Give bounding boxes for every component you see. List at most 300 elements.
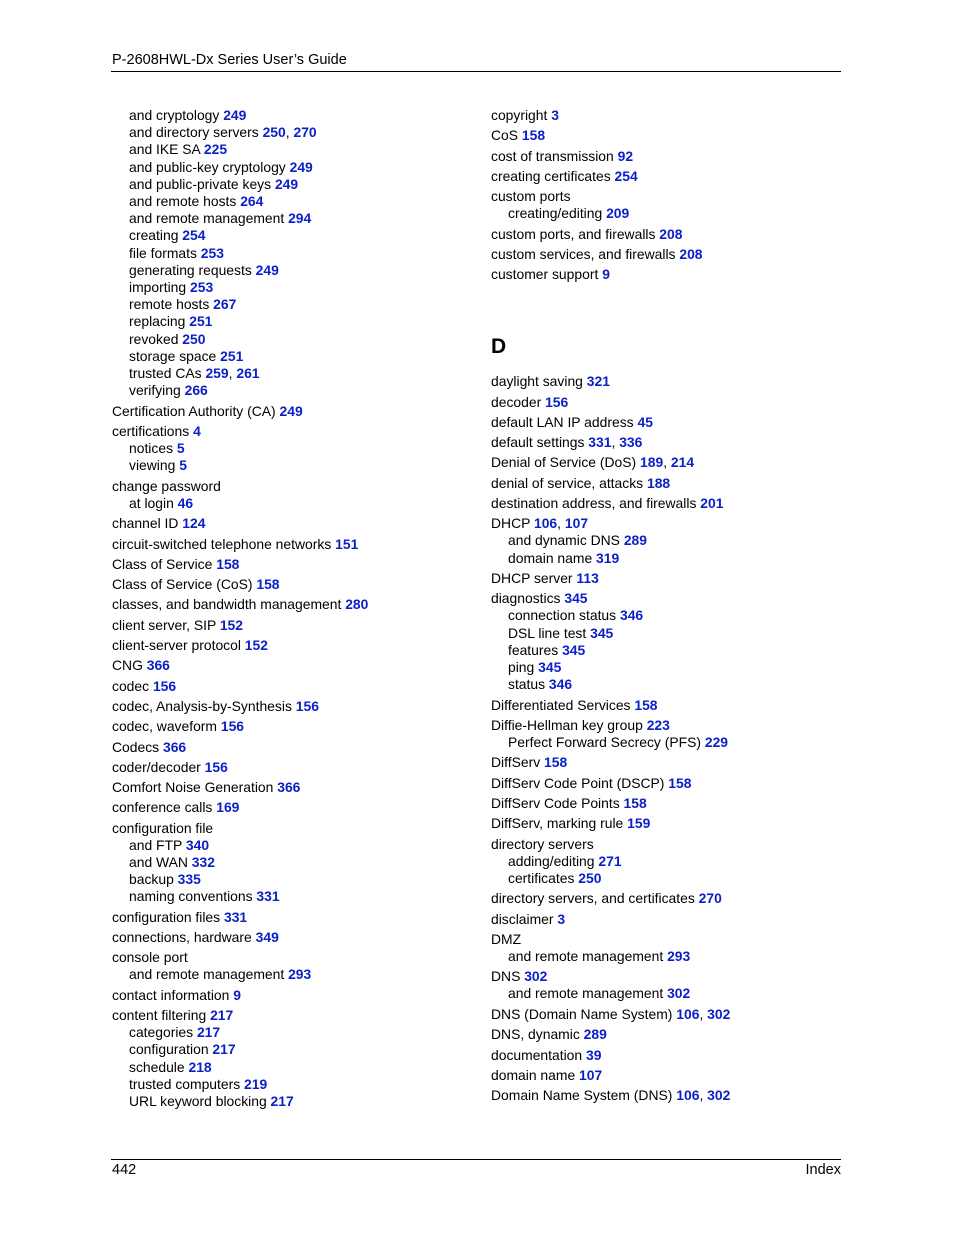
index-entry [112,987,462,1004]
page-link[interactable]: 156 [545,393,569,410]
index-term: trusted CAs [129,365,206,382]
page-separator: , [228,365,237,382]
page-link[interactable]: 188 [646,474,671,491]
page-link[interactable]: 217 [270,1093,294,1110]
index-subentry [112,837,462,854]
page-link[interactable]: 294 [288,210,312,227]
page-link[interactable]: 366 [277,779,301,796]
page-link[interactable]: 366 [146,657,170,674]
index-entry [112,556,462,573]
index-subentry [112,227,462,244]
index-subentry [112,382,462,399]
page-link[interactable]: 106 [533,515,558,532]
page-link[interactable]: 280 [345,596,369,613]
index-term: configuration file [112,819,214,836]
index-entry [491,515,836,532]
index-term: and cryptology [129,107,224,123]
index-term: documentation [491,1046,586,1063]
page-link[interactable]: 217 [210,1007,234,1024]
page-separator: , [285,124,294,141]
index-term: client-server protocol [112,637,245,654]
index-term: DMZ [491,930,522,947]
index-term: directory servers, and certificates [491,890,699,907]
page-link[interactable]: 3 [551,107,559,123]
index-entry [491,836,836,853]
page-link[interactable]: 349 [255,929,279,946]
index-term: and WAN [129,853,192,870]
page-link[interactable]: 259 [205,365,229,382]
page-link[interactable]: 250 [578,869,602,886]
index-entry [491,188,836,205]
index-term: at login [129,494,178,511]
index-term: backup [129,871,178,888]
page-separator: , [611,434,620,451]
page-link[interactable]: 3 [557,910,566,927]
index-term: ping [508,658,539,675]
footer-section-label: Index [805,1162,841,1178]
index-subentry [112,348,462,365]
page-link[interactable]: 266 [184,382,208,399]
page-link[interactable]: 250 [262,124,286,141]
page-link[interactable]: 158 [623,795,647,812]
page-link[interactable]: 217 [212,1041,236,1058]
index-entry [491,495,836,512]
index-entry [491,1047,836,1064]
index-subentry [112,141,462,158]
page-link[interactable]: 169 [216,799,240,816]
index-term: DiffServ Code Points [491,795,624,812]
page-link[interactable]: 106 [676,1087,700,1104]
index-entry [112,779,462,796]
index-term: decoder [491,393,546,410]
page-link[interactable]: 106 [676,1005,700,1022]
page-link[interactable]: 336 [619,434,643,451]
index-term: CoS [491,127,522,144]
index-entry [491,1067,836,1084]
index-term: default settings [491,434,589,451]
index-entry [491,754,836,771]
page-link[interactable]: 152 [219,616,244,633]
index-entry [491,590,836,607]
index-term: importing [129,279,190,296]
page-link[interactable]: 219 [244,1075,268,1092]
index-subentry [112,159,462,176]
index-entry [491,697,836,714]
index-term: Certification Authority (CA) [112,402,280,419]
page-separator: , [663,454,671,471]
index-term: verifying [129,382,185,399]
index-term: Class of Service (CoS) [112,576,257,593]
index-entry [491,226,836,243]
index-term: DiffServ Code Point (DSCP) [491,774,669,791]
index-term: status [508,676,549,693]
index-entry [112,1007,462,1024]
page-link[interactable]: 217 [196,1024,221,1041]
index-subentry [112,440,462,457]
index-term: customer support [491,266,603,283]
index-entry [491,107,836,124]
page-link[interactable]: 152 [244,637,268,654]
index-term: custom services, and firewalls [491,245,680,262]
page-link[interactable]: 302 [667,985,691,1002]
index-entry [112,718,462,735]
index-entry [491,1026,836,1043]
index-term: CNG [112,657,147,674]
index-subentry [491,734,836,751]
page-link[interactable]: 156 [295,697,319,714]
index-subentry [112,365,462,382]
page-link[interactable]: 293 [667,947,691,964]
index-term: and public-key cryptology [129,158,290,175]
page-link[interactable]: 345 [562,641,586,658]
index-entry [112,403,462,420]
index-entry [491,911,836,928]
index-term: and remote hosts [129,193,241,210]
index-entry [112,637,462,654]
index-subentry [112,1076,462,1093]
page-link[interactable]: 249 [274,175,299,192]
page-link[interactable]: 345 [564,590,588,607]
index-entry [112,536,462,553]
page-link[interactable]: 156 [204,758,228,775]
page-link[interactable]: 261 [236,365,260,382]
index-term: naming conventions [129,888,257,905]
index-term: DHCP [491,515,534,532]
index-entry [112,929,462,946]
index-subentry [491,205,836,222]
index-subentry [112,313,462,330]
index-term: custom ports, and firewalls [491,225,660,242]
index-entry [112,949,462,966]
page-link[interactable]: 249 [255,261,279,278]
page-link[interactable]: 9 [233,986,241,1003]
footer-rule [111,1159,841,1160]
index-term: channel ID [112,515,183,532]
index-term: connection status [508,607,620,624]
index-entry [112,909,462,926]
page-link[interactable]: 4 [193,423,201,440]
index-term: client server, SIP [112,616,220,633]
index-term: and public-private keys [129,175,275,192]
index-term: Comfort Noise Generation [112,779,278,796]
index-term: and remote management [508,985,668,1002]
index-subentry [112,854,462,871]
index-entry [491,127,836,144]
page-link[interactable]: 270 [293,124,317,141]
index-subentry [112,262,462,279]
page-link[interactable]: 331 [588,434,612,451]
index-term: content filtering [112,1007,211,1024]
index-term: notices [129,440,177,457]
index-subentry [112,296,462,313]
index-subentry [491,985,836,1002]
index-term: Class of Service [112,555,217,572]
index-term: and directory servers [129,124,263,141]
page-link[interactable]: 270 [698,890,722,907]
index-term: codec, waveform [112,718,221,735]
index-term: certificates [508,869,579,886]
page-link[interactable]: 158 [521,127,546,144]
page-link[interactable]: 159 [627,815,651,832]
page-link[interactable]: 208 [679,245,703,262]
page-link[interactable]: 302 [707,1005,731,1022]
index-subentry [491,948,836,965]
index-term: directory servers [491,835,594,852]
page-link[interactable]: 39 [585,1046,602,1063]
footer-page-number: 442 [112,1162,137,1178]
index-term: console port [112,949,188,966]
index-term: contact information [112,986,234,1003]
index-subentry [112,245,462,262]
index-term: copyright [491,107,552,123]
index-entry [491,475,836,492]
header-rule [111,71,841,72]
index-term: codec, Analysis-by-Synthesis [112,697,296,714]
index-term: schedule [129,1058,189,1075]
index-entry [491,373,836,390]
index-entry [112,515,462,532]
index-column-left [112,107,462,1110]
page-link[interactable]: 289 [623,532,647,549]
index-subentry [491,870,836,887]
page-link[interactable]: 264 [240,193,264,210]
index-subentry [491,532,836,549]
index-term: replacing [129,313,190,330]
index-term: change password [112,477,221,494]
page-link[interactable]: 340 [185,836,210,853]
index-subentry [491,659,836,676]
index-entry [491,1006,836,1023]
index-entry [112,423,462,440]
page-separator: , [557,515,565,532]
index-subentry [112,457,462,474]
page-link[interactable]: 209 [606,205,630,222]
index-subentry [491,607,836,624]
page-separator: , [699,1005,708,1022]
page-link[interactable]: 289 [583,1026,607,1043]
page-link[interactable]: 156 [220,718,245,735]
index-term: disclaimer [491,910,558,927]
index-term: domain name [491,1066,580,1083]
page-link[interactable]: 345 [590,624,614,641]
page-link[interactable]: 5 [179,457,187,474]
index-entry [112,596,462,613]
index-entry [491,775,836,792]
page-link[interactable]: 293 [288,966,312,983]
index-term: certifications [112,423,194,440]
index-term: remote hosts [129,296,214,313]
page-link[interactable]: 151 [335,535,359,552]
index-entry [491,815,836,832]
index-term: DNS [491,968,525,985]
index-term: Diffie-Hellman key group [491,716,647,733]
page-link[interactable]: 45 [637,413,653,430]
page-link[interactable]: 253 [190,279,214,296]
page-link[interactable]: 254 [614,167,638,184]
page-link[interactable]: 267 [213,296,237,313]
index-term: viewing [129,457,180,474]
page-link[interactable]: 92 [617,147,634,164]
index-subentry [491,676,836,693]
index-entry [112,617,462,634]
page-link[interactable]: 271 [598,852,622,869]
page-link[interactable]: 331 [256,888,280,905]
index-entry [112,799,462,816]
page-link[interactable]: 253 [200,244,224,261]
index-subentry [112,331,462,348]
index-entry [112,576,462,593]
page-link[interactable]: 156 [152,677,177,694]
index-term: adding/editing [508,852,599,869]
index-term: Differentiated Services [491,696,635,713]
index-entry [491,246,836,263]
page-link[interactable]: 319 [596,549,620,566]
index-term: Codecs [112,738,163,755]
index-term: domain name [508,549,597,566]
index-entry [491,795,836,812]
index-entry [491,890,836,907]
page-link[interactable]: 9 [602,266,610,283]
page-link[interactable]: 321 [586,373,610,390]
index-term: DiffServ, marking rule [491,815,628,832]
page-link[interactable]: 366 [162,738,187,755]
page-link[interactable]: 201 [700,495,724,512]
index-letter-heading: D [491,335,507,359]
index-term: revoked [129,330,183,347]
page-link[interactable]: 189 [640,454,664,471]
index-entry [491,168,836,185]
index-entry [491,931,836,948]
page-link[interactable]: 332 [191,853,215,870]
page-link[interactable]: 229 [704,733,729,750]
page-link[interactable]: 107 [564,515,589,532]
index-subentry [491,550,836,567]
page-link[interactable]: 225 [203,141,228,158]
index-term: Denial of Service (DoS) [491,454,640,471]
page-link[interactable]: 251 [189,313,213,330]
index-entry [491,717,836,734]
index-subentry [112,107,462,124]
index-subentry [112,888,462,905]
index-term: configuration [129,1041,213,1058]
page-link[interactable]: 331 [223,908,248,925]
index-term: Domain Name System (DNS) [491,1087,677,1104]
index-entry [491,414,836,431]
index-term: and remote management [129,210,289,227]
index-entry [112,478,462,495]
index-subentry [112,210,462,227]
index-term: denial of service, attacks [491,474,647,491]
index-subentry [491,642,836,659]
index-subentry [491,625,836,642]
page-link[interactable]: 158 [544,754,568,771]
index-term: custom ports [491,188,571,205]
page-link[interactable]: 46 [177,494,194,511]
page-link[interactable]: 124 [182,515,206,532]
index-term: URL keyword blocking [129,1093,271,1110]
page-link[interactable]: 302 [524,968,548,985]
index-subentry [112,1024,462,1041]
page-link[interactable]: 251 [220,347,244,364]
page-link[interactable]: 302 [707,1087,731,1104]
page-link[interactable]: 218 [188,1058,212,1075]
page-link[interactable]: 5 [176,440,185,457]
page-link[interactable]: 250 [182,330,206,347]
index-entry [491,266,836,283]
page-link[interactable]: 346 [619,607,644,624]
page-link[interactable]: 254 [182,227,206,244]
page-link[interactable]: 345 [538,658,562,675]
page-header-title: P-2608HWL-Dx Series User’s Guide [112,52,347,68]
page-link[interactable]: 158 [256,576,280,593]
index-subentry [112,1093,462,1110]
index-entry [112,698,462,715]
index-term: coder/decoder [112,758,205,775]
page-link[interactable]: 158 [216,555,240,572]
page-link[interactable]: 249 [223,107,247,123]
page-link[interactable]: 249 [289,158,313,175]
page-separator: , [699,1087,708,1104]
page-link[interactable]: 346 [548,676,573,693]
index-term: conference calls [112,799,217,816]
index-term: Perfect Forward Secrecy (PFS) [508,733,705,750]
index-subentry [112,279,462,296]
index-subentry [491,853,836,870]
index-column-right [491,107,836,1104]
index-entry [491,454,836,471]
index-subentry [112,1041,462,1058]
index-term: connections, hardware [112,929,256,946]
page-link[interactable]: 208 [659,225,683,242]
index-term: DHCP server [491,570,577,587]
index-term: categories [129,1024,197,1041]
index-term: daylight saving [491,373,587,390]
page-link[interactable]: 214 [670,454,695,471]
page-link[interactable]: 249 [279,402,303,419]
index-term: and remote management [508,947,668,964]
index-term: DNS (Domain Name System) [491,1005,677,1022]
index-term: creating/editing [508,205,607,222]
page-link[interactable]: 335 [177,871,201,888]
page-link[interactable]: 113 [576,570,599,587]
page-link[interactable]: 107 [579,1066,603,1083]
index-term: and dynamic DNS [508,532,624,549]
index-term: trusted computers [129,1075,245,1092]
index-subentry [112,871,462,888]
index-subentry [112,176,462,193]
index-term: creating certificates [491,167,615,184]
index-term: creating [129,227,183,244]
index-term: configuration files [112,908,224,925]
index-entry [491,570,836,587]
page-link[interactable]: 158 [668,774,692,791]
index-entry [112,739,462,756]
index-entry [491,394,836,411]
index-term: default LAN IP address [491,413,638,430]
index-term: storage space [129,347,221,364]
index-term: and FTP [129,836,186,853]
index-entry [112,759,462,776]
page-link[interactable]: 158 [634,696,658,713]
index-entry [112,820,462,837]
page-link[interactable]: 223 [646,716,670,733]
index-entry [112,657,462,674]
index-term: codec [112,677,153,694]
index-term: classes, and bandwidth management [112,596,346,613]
index-term: file formats [129,244,201,261]
index-subentry [112,193,462,210]
index-term: features [508,641,563,658]
